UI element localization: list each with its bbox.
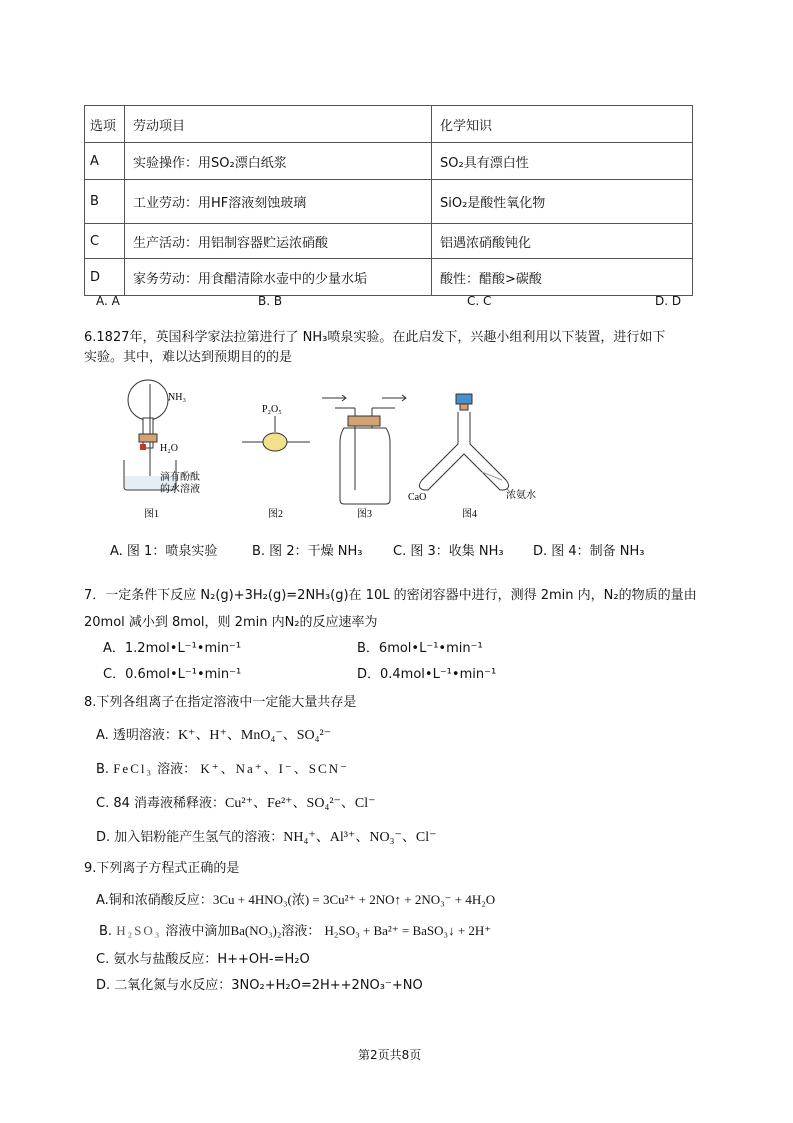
q6-apparatus-figure	[110, 372, 570, 522]
q9-option-b	[99, 920, 491, 939]
q7-choice-c: C．0.6mol•L⁻¹•min⁻¹	[103, 667, 242, 682]
gas-bottle	[322, 395, 406, 504]
q6-choice-d: D. 图 4：制备 NH₃	[533, 544, 645, 559]
labor-cell: 实验操作：用SO₂漂白纸浆	[125, 143, 432, 180]
q8-a-label: A. 透明溶液：	[96, 728, 178, 743]
knowledge-cell: SiO₂是酸性氧化物	[432, 180, 693, 224]
q9-b-acid: H₂SO₃	[116, 923, 162, 938]
option-cell: B	[85, 180, 125, 224]
q9-b-mid: 溶液中滴加	[165, 924, 231, 939]
label-solution-2: 的水溶液	[160, 484, 200, 495]
q8-b-label: B.	[96, 762, 110, 777]
q8-option-b	[96, 758, 349, 777]
table-row	[85, 224, 693, 259]
knowledge-cell: 铝遇浓硝酸钝化	[432, 224, 693, 259]
q8-b-salt: FeCl₃	[113, 761, 154, 776]
drying-tube	[242, 416, 310, 451]
y-tube	[419, 394, 508, 490]
q8-option-d	[96, 826, 436, 846]
q6-stem-line1: 6.1827年，英国科学家法拉第进行了 NH₃喷泉实验。在此启发下，兴趣小组利用以下装置，进行如下	[84, 330, 666, 345]
caption-fig1: 图1	[144, 509, 159, 520]
q8-option-c	[96, 792, 376, 812]
labor-cell: 生产活动：用铝制容器贮运浓硝酸	[125, 224, 432, 259]
labor-cell: 工业劳动：用HF溶液刻蚀玻璃	[125, 180, 432, 224]
option-cell: D	[85, 259, 125, 296]
q9-stem: 9.下列离子方程式正确的是	[84, 861, 240, 876]
q8-c-label: C. 84 消毒液稀释液：	[96, 796, 226, 811]
label-p2o5: P₂O₅	[262, 404, 282, 415]
option-cell: A	[85, 143, 125, 180]
label-solution-1: 滴有酚酞	[160, 472, 200, 483]
knowledge-cell: 酸性：醋酸>碳酸	[432, 259, 693, 296]
q7-choice-d: D．0.4mol•L⁻¹•min⁻¹	[357, 667, 497, 682]
q6-choice-b: B. 图 2：干燥 NH₃	[252, 544, 363, 559]
label-cao: CaO	[408, 492, 427, 503]
q6-choice-a: A. 图 1：喷泉实验	[110, 544, 218, 559]
table-row	[85, 180, 693, 224]
q8-stem: 8.下列各组离子在指定溶液中一定能大量共存是	[84, 695, 357, 710]
q8-a-ions: K⁺、H⁺、MnO₄⁻、SO₄²⁻	[177, 728, 332, 743]
q7-choice-b: B．6mol•L⁻¹•min⁻¹	[357, 641, 483, 656]
page-footer: 第2页共8页	[358, 1048, 422, 1062]
caption-fig3: 图3	[357, 509, 372, 520]
q7-stem-line1: 7．一定条件下反应 N₂(g)+3H₂(g)=2NH₃(g)在 10L 的密闭容器中进行，测得 2min 内，N₂的物质的量由	[84, 588, 697, 603]
header-cell: 选项	[85, 106, 125, 143]
labor-cell: 家务劳动：用食醋清除水壶中的少量水垢	[125, 259, 432, 296]
q7-choice-a: A．1.2mol•L⁻¹•min⁻¹	[103, 641, 242, 656]
table-row	[85, 143, 693, 180]
table-header-row	[85, 106, 693, 143]
q9-b-label: B.	[99, 924, 113, 939]
header-cell: 化学知识	[432, 106, 693, 143]
q8-d-label: D. 加入铝粉能产生氢气的溶液：	[96, 830, 284, 845]
q5-choice-a: A. A	[96, 294, 120, 308]
q8-option-a	[96, 724, 331, 744]
q8-c-ions: Cu²⁺、Fe²⁺、SO₄²⁻、Cl⁻	[225, 796, 376, 811]
q9-b-salt: Ba(NO₃)₂	[230, 923, 282, 938]
label-h2o: H₂O	[160, 443, 178, 454]
q9-b-mid2: 溶液：	[281, 924, 321, 939]
label-nh3: NH₃	[168, 392, 186, 403]
q9-a-equation: 3Cu + 4HNO₃(浓) = 3Cu²⁺ + 2NO↑ + 2NO₃⁻ + 4H₂O	[212, 892, 496, 907]
table-row	[85, 259, 693, 296]
label-ammonia: 浓氨水	[506, 490, 536, 501]
header-cell: 劳动项目	[125, 106, 432, 143]
q9-option-d: D. 二氧化氮与水反应：3NO₂+H₂O=2H++2NO₃⁻+NO	[96, 978, 423, 993]
q5-choice-b: B. B	[258, 294, 283, 308]
q9-a-label: A.铜和浓硝酸反应：	[96, 893, 213, 908]
knowledge-cell: SO₂具有漂白性	[432, 143, 693, 180]
q7-stem-line2: 20mol 减小到 8mol，则 2min 内N₂的反应速率为	[84, 615, 378, 630]
q8-b-mid: 溶液：	[157, 762, 197, 777]
q6-choice-c: C. 图 3：收集 NH₃	[393, 544, 504, 559]
options-table	[84, 105, 693, 296]
q5-choice-c: C. C	[467, 294, 492, 308]
caption-fig4: 图4	[462, 509, 477, 520]
q9-b-equation: H₂SO₃ + Ba²⁺ = BaSO₃↓ + 2H⁺	[324, 923, 492, 938]
option-cell: C	[85, 224, 125, 259]
q8-d-ions: NH₄⁺、Al³⁺、NO₃⁻、Cl⁻	[283, 830, 437, 845]
caption-fig2: 图2	[268, 509, 283, 520]
q8-b-ions: K⁺、Na⁺、I⁻、SCN⁻	[200, 761, 349, 776]
q6-stem-line2: 实验。其中，难以达到预期目的的是	[84, 350, 293, 365]
q9-option-c: C. 氨水与盐酸反应：H++OH-=H₂O	[96, 952, 310, 967]
q9-option-a	[96, 889, 495, 908]
q5-choice-d: D. D	[655, 294, 682, 308]
